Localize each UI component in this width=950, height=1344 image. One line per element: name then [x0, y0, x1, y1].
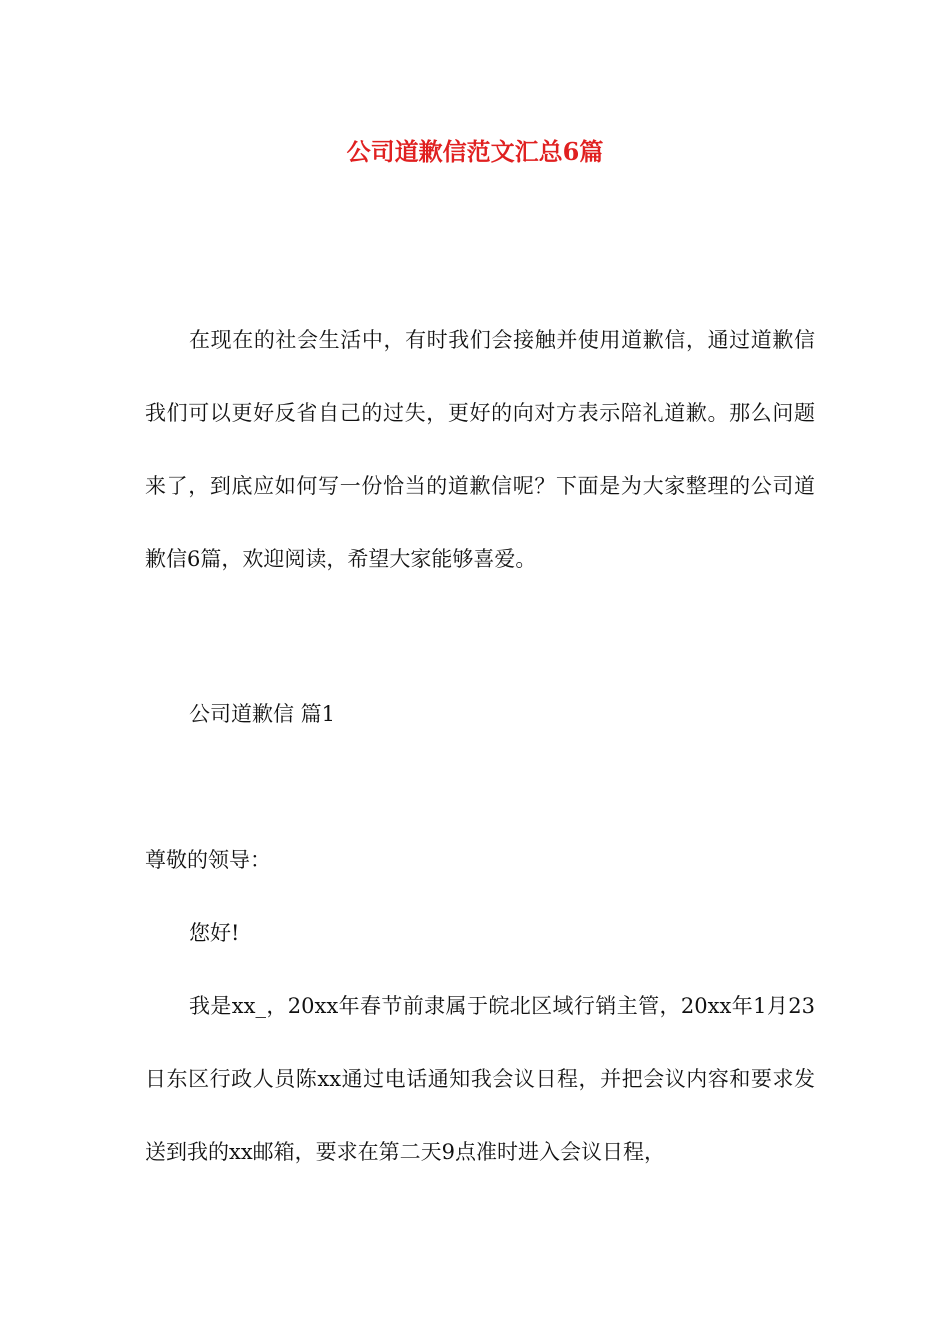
document-title: 公司道歉信范文汇总6篇	[346, 137, 604, 166]
body-paragraph: 我是xx_，20xx年春节前隶属于皖北区域行销主管，20xx年1月23日东区行政人员陈xx通过电话通知我会议日程，并把会议内容和要求发送到我的xx邮箱，要求在第二天9点准时进入会议日程，	[145, 994, 815, 1164]
section-heading: 公司道歉信 篇1	[189, 702, 336, 726]
intro-paragraph: 在现在的社会生活中，有时我们会接触并使用道歉信，通过道歉信我们可以更好反省自己的过失，更好的向对方表示陪礼道歉。那么问题来了，到底应如何写一份恰当的道歉信呢？下面是为大家整理的公司道歉信6篇，欢迎阅读，希望大家能够喜爱。	[145, 328, 815, 571]
greeting: 您好!	[189, 921, 240, 945]
salutation: 尊敬的领导：	[145, 848, 271, 872]
